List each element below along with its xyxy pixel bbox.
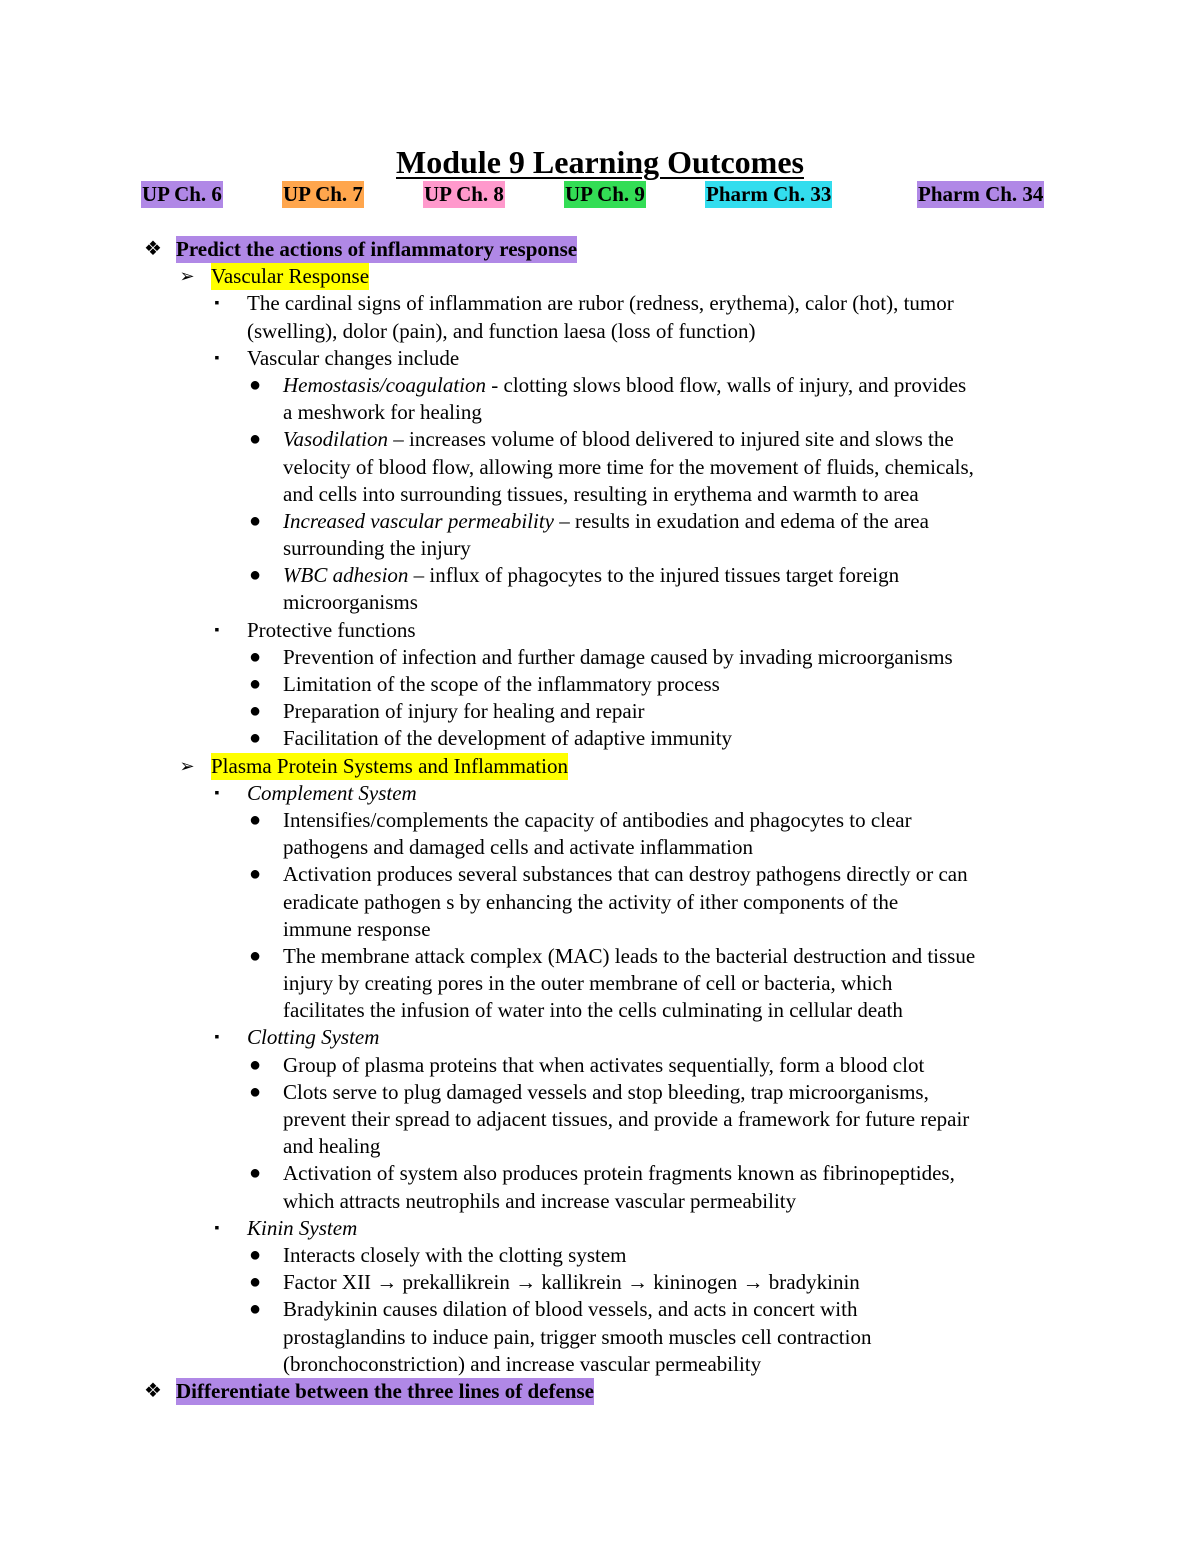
outline-text: and healing — [283, 1134, 381, 1159]
chapter-tag-up-7: UP Ch. 7 — [283, 182, 363, 206]
outline-text: Factor XII → prekallikrein → kallikrein → kininogen → bradykinin — [283, 1270, 860, 1295]
outline-line — [0, 481, 1200, 508]
term: Hemostasis/coagulation — [283, 372, 486, 397]
outline-line — [0, 1242, 1200, 1269]
outline-text: Activation produces several substances that can destroy pathogens directly or can — [283, 862, 968, 887]
outline-line — [0, 535, 1200, 562]
outline-line — [0, 997, 1200, 1024]
round-bullet-icon: ● — [248, 509, 262, 532]
outline-line — [0, 1079, 1200, 1106]
term: Vasodilation — [283, 427, 389, 452]
outline-line — [0, 970, 1200, 997]
outline-text: Group of plasma proteins that when activates sequentially, form a blood clot — [283, 1052, 925, 1077]
outline-line — [0, 263, 1200, 290]
square-bullet-icon: ▪ — [214, 296, 220, 312]
outline-text: (bronchoconstriction) and increase vascular permeability — [283, 1351, 762, 1376]
chapter-tag-up-9: UP Ch. 9 — [565, 182, 645, 206]
definition: - clotting slows blood flow, walls of injury, and provides — [486, 372, 967, 397]
outline-line — [0, 372, 1200, 399]
outline-line — [0, 345, 1200, 372]
outline-line — [0, 290, 1200, 317]
outline-text: prostaglandins to induce pain, trigger smooth muscles cell contraction — [283, 1324, 872, 1349]
outline-text: facilitates the infusion of water into the cells culminating in cellular death — [283, 998, 903, 1023]
diamond-bullet-icon: ❖ — [144, 1379, 162, 1402]
outline-text: Intensifies/complements the capacity of antibodies and phagocytes to clear — [283, 807, 912, 832]
outline-text: eradicate pathogen s by enhancing the activity of ither components of the — [283, 889, 899, 914]
outline-text: The membrane attack complex (MAC) leads to the bacterial destruction and tissue — [283, 943, 976, 968]
outline-line — [0, 861, 1200, 888]
outline-text: velocity of blood flow, allowing more time for the movement of fluids, chemicals, — [283, 454, 974, 479]
page-title: Module 9 Learning Outcomes — [396, 144, 804, 180]
outline-text — [283, 508, 929, 535]
outline-text: Interacts closely with the clotting system — [283, 1242, 627, 1267]
term: WBC adhesion — [283, 563, 409, 588]
outline-line — [0, 834, 1200, 861]
outline-text: a meshwork for healing — [283, 400, 482, 425]
topic-heading: Vascular Response — [211, 264, 370, 289]
outline-line — [0, 1160, 1200, 1187]
square-bullet-icon: ▪ — [214, 1220, 220, 1236]
learning-outcome-heading: Differentiate between the three lines of defense — [176, 1378, 594, 1403]
round-bullet-icon: ● — [248, 673, 262, 695]
outline-line — [0, 1052, 1200, 1079]
outline-text: Limitation of the scope of the inflammatory process — [283, 672, 720, 696]
outline-line — [0, 1133, 1200, 1160]
round-bullet-icon: ● — [248, 1080, 262, 1103]
outline-line — [0, 1024, 1200, 1051]
outline-line — [0, 1215, 1200, 1242]
arrow-bullet-icon: ➢ — [179, 266, 195, 287]
outline-line — [0, 1378, 1200, 1405]
chapter-tag-pharm-33: Pharm Ch. 33 — [706, 182, 832, 206]
outline-line — [0, 1324, 1200, 1351]
outline-text: microorganisms — [283, 590, 418, 615]
outline-text: prevent their spread to adjacent tissues, and provide a framework for future repair — [283, 1107, 970, 1131]
outline-text: immune response — [283, 916, 431, 941]
outline-line — [0, 617, 1200, 644]
outline-text: Bradykinin causes dilation of blood vessels, and acts in concert with — [283, 1297, 858, 1322]
outline-line — [0, 1269, 1200, 1296]
round-bullet-icon: ● — [248, 645, 262, 668]
round-bullet-icon: ● — [248, 727, 262, 750]
outline-text: pathogens and damaged cells and activate inflammation — [283, 835, 753, 860]
definition: – increases volume of blood delivered to injured site and slows the — [388, 427, 954, 452]
outline-text — [283, 426, 954, 453]
chapter-legend — [0, 181, 1200, 211]
outline-line — [0, 807, 1200, 834]
round-bullet-icon: ● — [248, 700, 262, 723]
round-bullet-icon: ● — [248, 564, 262, 587]
outline-text — [247, 1024, 379, 1051]
outline-line — [0, 399, 1200, 426]
outline-text: Clots serve to plug damaged vessels and stop bleeding, trap microorganisms, — [283, 1079, 929, 1104]
outline-text: Activation of system also produces protein fragments known as fibrinopeptides, — [283, 1161, 955, 1186]
outline-line — [0, 916, 1200, 943]
outline-text: and cells into surrounding tissues, resulting in erythema and warmth to area — [283, 481, 919, 506]
definition: – influx of phagocytes to the injured tissues target foreign — [408, 563, 900, 588]
topic-heading: Plasma Protein Systems and Inflammation — [211, 753, 568, 778]
outline-line — [0, 562, 1200, 589]
outline-text: Facilitation of the development of adaptive immunity — [283, 726, 733, 751]
outline-text: (swelling), dolor (pain), and function laesa (loss of function) — [247, 318, 756, 343]
round-bullet-icon: ● — [248, 808, 262, 831]
outline-text: Protective functions — [247, 617, 416, 642]
outline-text: Preparation of injury for healing and repair — [283, 699, 645, 724]
chapter-tag-pharm-34: Pharm Ch. 34 — [918, 182, 1044, 206]
outline-text: injury by creating pores in the outer membrane of cell or bacteria, which — [283, 971, 893, 996]
round-bullet-icon: ● — [248, 428, 262, 451]
outline-line — [0, 1296, 1200, 1323]
outline-line — [0, 1188, 1200, 1215]
term: Clotting System — [247, 1025, 380, 1050]
outline-line — [0, 671, 1200, 698]
round-bullet-icon: ● — [248, 1298, 262, 1321]
square-bullet-icon: ▪ — [214, 785, 220, 801]
outline-text: The cardinal signs of inflammation are rubor (redness, erythema), calor (hot), tumor — [247, 291, 954, 316]
square-bullet-icon: ▪ — [214, 350, 220, 366]
outline-line — [0, 1351, 1200, 1378]
outline-text — [247, 1215, 357, 1242]
outline-line — [0, 589, 1200, 616]
chapter-tag-up-8: UP Ch. 8 — [424, 182, 504, 206]
outline-line — [0, 236, 1200, 263]
outline-line — [0, 943, 1200, 970]
outline-line — [0, 426, 1200, 453]
outline-text — [283, 372, 966, 399]
outline-line — [0, 318, 1200, 345]
arrow-bullet-icon: ➢ — [179, 755, 195, 776]
outline-text — [247, 780, 417, 807]
outline-line — [0, 753, 1200, 780]
outline-line — [0, 1106, 1200, 1133]
round-bullet-icon: ● — [248, 1243, 262, 1266]
definition: – results in exudation and edema of the area — [553, 508, 929, 533]
outline-text: Vascular changes include — [247, 345, 460, 370]
outline-line — [0, 644, 1200, 671]
round-bullet-icon: ● — [248, 1053, 262, 1076]
round-bullet-icon: ● — [248, 1271, 262, 1294]
outline-line — [0, 780, 1200, 807]
outline-line — [0, 508, 1200, 535]
term: Increased vascular permeability — [283, 508, 554, 533]
outline-text: surrounding the injury — [283, 536, 471, 561]
outline — [0, 236, 1200, 1405]
round-bullet-icon: ● — [248, 373, 262, 396]
term: Kinin System — [247, 1215, 358, 1240]
outline-line — [0, 725, 1200, 752]
outline-line — [0, 889, 1200, 916]
term: Complement System — [247, 780, 417, 805]
square-bullet-icon: ▪ — [214, 1030, 220, 1046]
round-bullet-icon: ● — [248, 1162, 262, 1185]
round-bullet-icon: ● — [248, 863, 262, 886]
outline-line — [0, 698, 1200, 725]
learning-outcome-heading: Predict the actions of inflammatory response — [176, 237, 578, 261]
round-bullet-icon: ● — [248, 944, 262, 967]
outline-text — [283, 562, 899, 589]
outline-text: Prevention of infection and further damage caused by invading microorganisms — [283, 644, 953, 669]
square-bullet-icon: ▪ — [214, 622, 220, 638]
outline-text: which attracts neutrophils and increase vascular permeability — [283, 1188, 797, 1213]
diamond-bullet-icon: ❖ — [144, 238, 162, 260]
outline-line — [0, 454, 1200, 481]
chapter-tag-up-6: UP Ch. 6 — [142, 182, 222, 206]
